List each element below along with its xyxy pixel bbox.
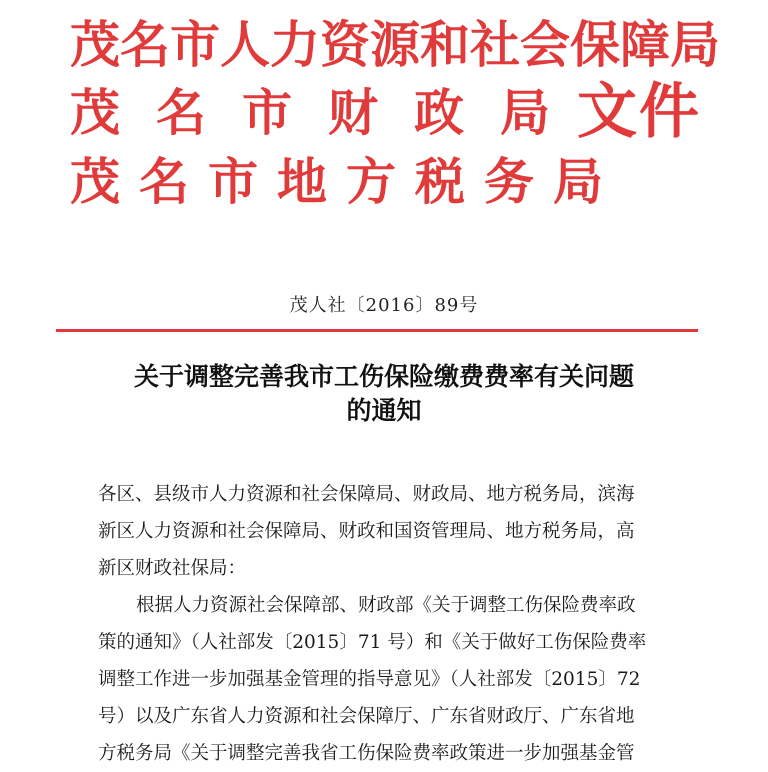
red-divider-rule (56, 329, 698, 332)
document-number: 茂人社〔2016〕89号 (289, 295, 479, 316)
agency-hrss-bureau: 茂名市人力资源和社会保障局 (70, 16, 720, 74)
addressee-line: 新区人力资源和社会保障局、财政和国资管理局、地方税务局，高 (98, 521, 635, 542)
agency-tax-bureau: 茂名市地方税务局 (70, 153, 622, 211)
paragraph-line: 方税务局《关于调整完善我省工伤保险费率政策进一步加强基金管 (98, 743, 635, 764)
document-type-label: 文件 (577, 77, 701, 147)
agency-finance-bureau: 茂名市财政局 (70, 84, 586, 142)
paragraph-line: 策的通知》（人社部发〔2015〕71 号）和《关于做好工伤保险费率 (98, 632, 647, 653)
paragraph-line: 根据人力资源社会保障部、财政部《关于调整工伤保险费率政 (136, 595, 636, 616)
addressee-line: 各区、县级市人力资源和社会保障局、财政局、地方税务局，滨海 (98, 484, 635, 505)
notice-title-line-1: 关于调整完善我市工伤保险缴费费率有关问题 (133, 362, 634, 391)
notice-title (0, 360, 768, 428)
paragraph-line: 调整工作进一步加强基金管理的指导意见》（人社部发〔2015〕72 (98, 669, 641, 690)
document-body (98, 476, 678, 772)
notice-title-line-2: 的通知 (346, 396, 422, 425)
paragraph-line: 号）以及广东省人力资源和社会保障厅、广东省财政厅、广东省地 (98, 706, 635, 727)
addressee-line: 新区财政社保局： (98, 558, 247, 579)
